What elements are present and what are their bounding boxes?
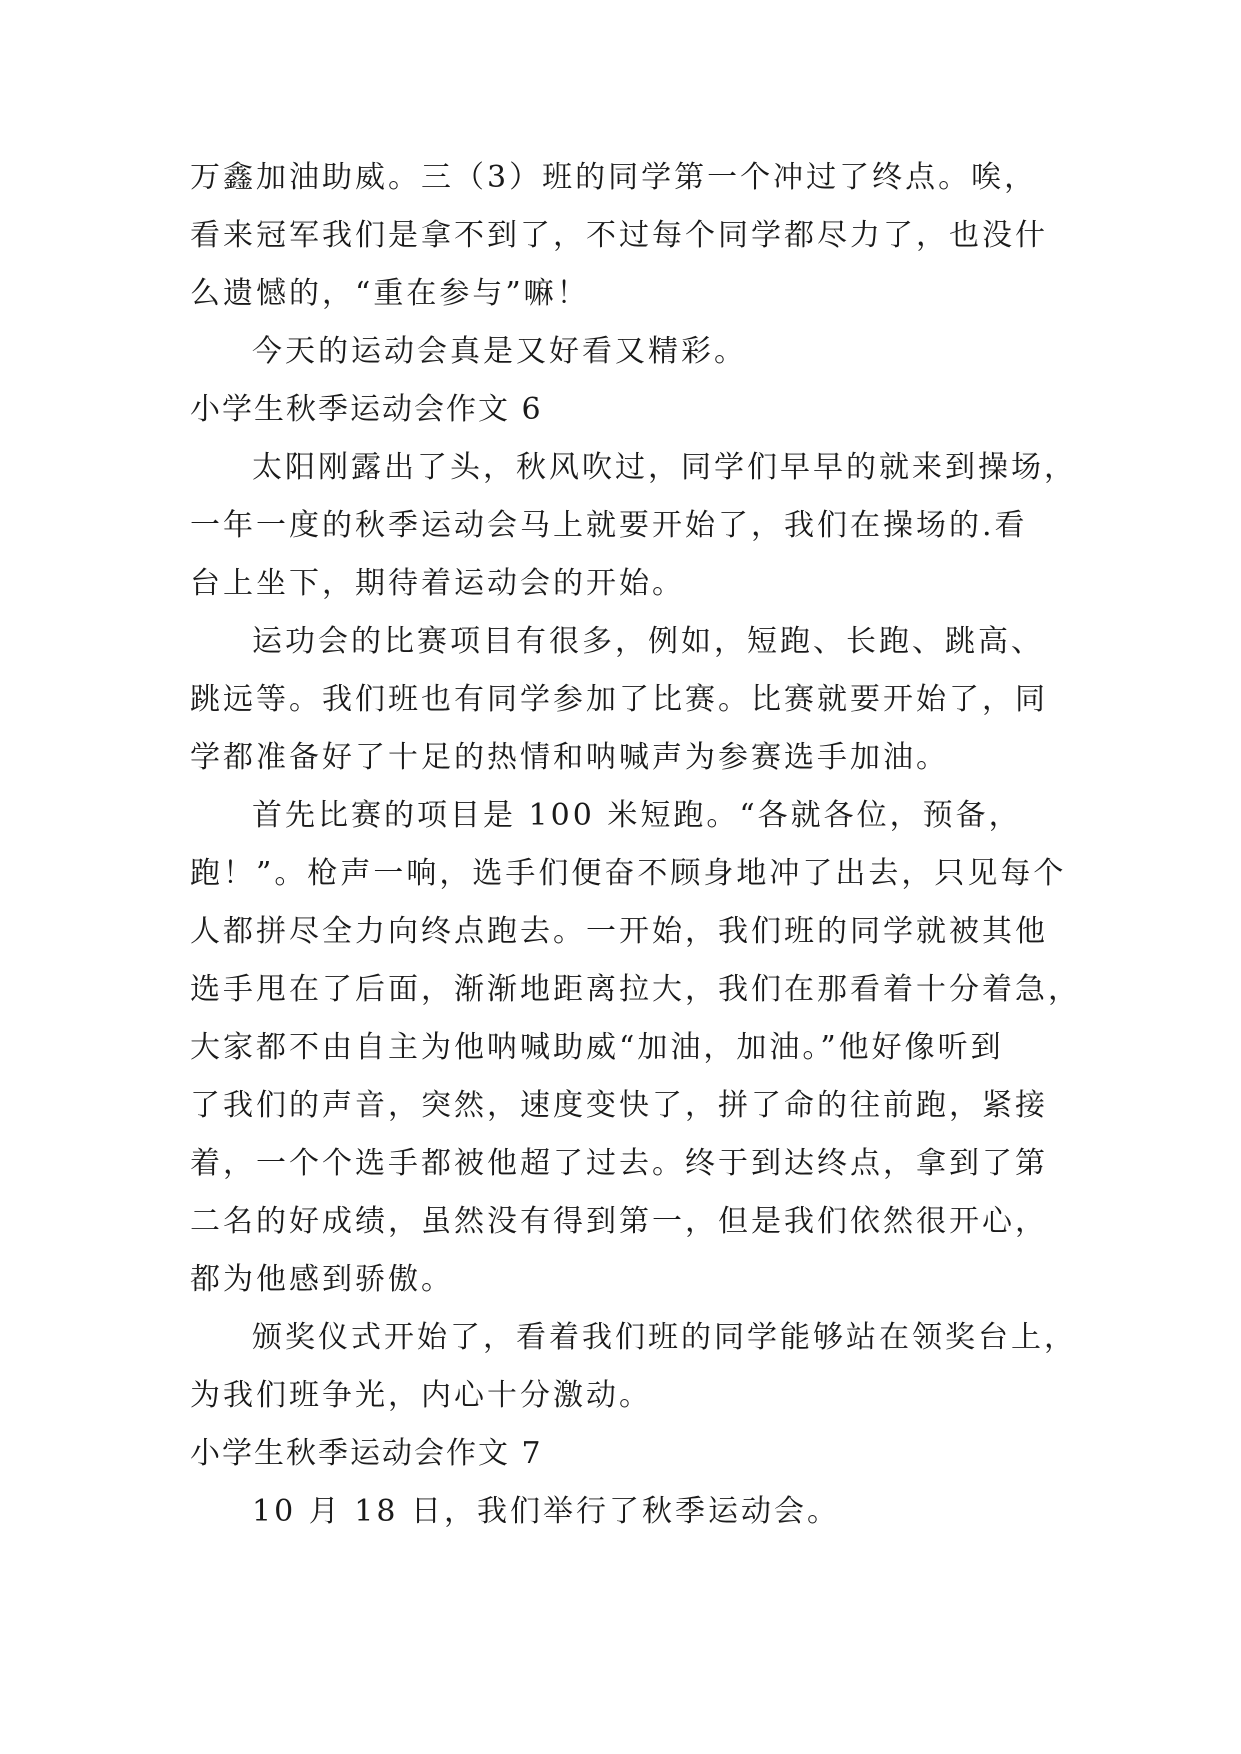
text-line: 么遗憾的，“重在参与”嘛！ [190, 276, 590, 311]
text-line: 首先比赛的项目是 100 米短跑。“各就各位，预备， [252, 798, 1022, 833]
text-line: 一年一度的秋季运动会马上就要开始了，我们在操场的.看 [190, 508, 1028, 543]
section-heading: 小学生秋季运动会作文 6 [190, 392, 543, 427]
text-line: 10 月 18 日，我们举行了秋季运动会。 [252, 1494, 840, 1529]
text-line: 为我们班争光，内心十分激动。 [190, 1378, 652, 1413]
text-line: 颁奖仪式开始了，看着我们班的同学能够站在领奖台上， [252, 1320, 1077, 1355]
text-line: 运功会的比赛项目有很多，例如，短跑、长跑、跳高、 [252, 624, 1044, 659]
text-line: 今天的运动会真是又好看又精彩。 [252, 334, 747, 369]
text-line: 人都拼尽全力向终点跑去。一开始，我们班的同学就被其他 [190, 914, 1048, 949]
text-line: 看来冠军我们是拿不到了，不过每个同学都尽力了，也没什 [190, 218, 1048, 253]
text-line: 万鑫加油助威。三（3）班的同学第一个冲过了终点。唉， [190, 160, 1038, 195]
text-line: 台上坐下，期待着运动会的开始。 [190, 566, 685, 601]
text-line: 学都准备好了十足的热情和呐喊声为参赛选手加油。 [190, 740, 949, 775]
text-line: 了我们的声音，突然，速度变快了，拼了命的往前跑，紧接 [190, 1088, 1048, 1123]
text-line: 太阳刚露出了头，秋风吹过，同学们早早的就来到操场， [252, 450, 1077, 485]
text-line: 二名的好成绩，虽然没有得到第一，但是我们依然很开心， [190, 1204, 1048, 1239]
text-line: 着，一个个选手都被他超了过去。终于到达终点，拿到了第 [190, 1146, 1048, 1181]
text-line: 选手甩在了后面，渐渐地距离拉大，我们在那看着十分着急， [190, 972, 1081, 1007]
text-line: 都为他感到骄傲。 [190, 1262, 454, 1297]
text-line: 跑！”。枪声一响，选手们便奋不顾身地冲了出去，只见每个 [190, 856, 1067, 891]
text-line: 大家都不由自主为他呐喊助威“加油，加油。”他好像听到 [190, 1030, 1004, 1065]
text-line: 跳远等。我们班也有同学参加了比赛。比赛就要开始了，同 [190, 682, 1048, 717]
section-heading: 小学生秋季运动会作文 7 [190, 1436, 543, 1471]
